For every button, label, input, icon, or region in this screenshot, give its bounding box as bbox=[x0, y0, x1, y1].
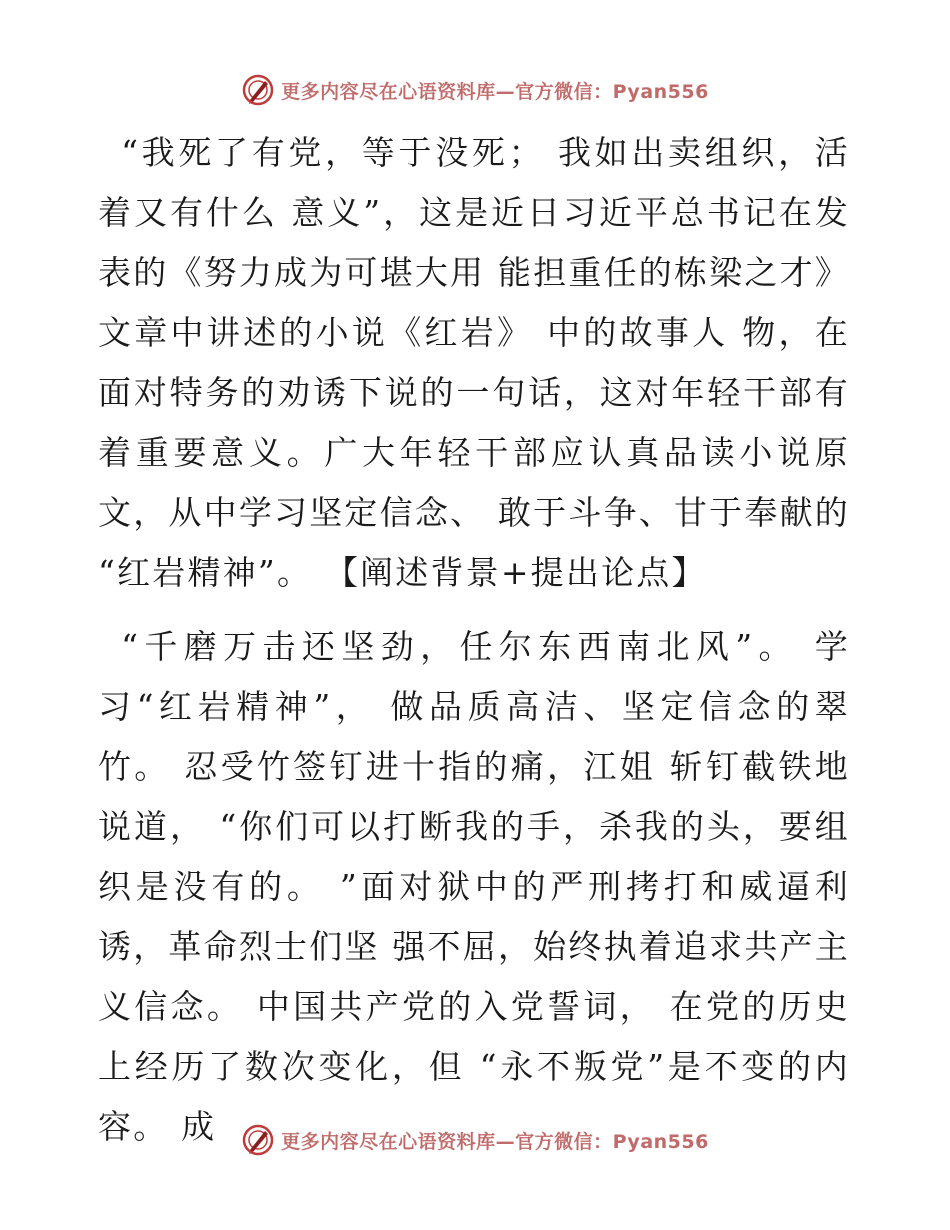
pen-logo-icon bbox=[241, 1123, 275, 1157]
paragraph-2: “千磨万击还坚劲，任尔东西南北风”。 学习“红岩精神”， 做品质高洁、坚定信念的翠竹。 忍受竹签钉进十指的痛，江姐 斩钉截铁地说道， “你们可以打断我的手，杀我的头，要组织是没有的。 ”面对狱中的严刑拷打和威逼利诱，革命烈士们坚 强不屈，始终执着追求共产主义信念。 中国共产党的入党誓词， 在党的历史上经历了数次变化，但 “永不叛党”是不变的内容。 成 bbox=[98, 627, 850, 1146]
document-body bbox=[98, 123, 850, 1157]
footer-banner-text: 更多内容尽在心语资料库—官方微信：Pyan556 bbox=[281, 1130, 709, 1153]
pen-logo-icon bbox=[241, 73, 275, 107]
header-banner-text: 更多内容尽在心语资料库—官方微信：Pyan556 bbox=[281, 80, 709, 103]
header-banner bbox=[0, 70, 950, 110]
paragraph-1: “我死了有党，等于没死； 我如出卖组织，活着又有什么 意义”，这是近日习近平总书记在发表的《努力成为可堪大用 能担重任的栋梁之才》 文章中讲述的小说《红岩》 中的故事人 物，在面对特务的劝诱下说的一句话，这对年轻干部有着重要意义。广大年轻干部应认真品读小说原文，从中学习坚定信念、 敢于斗争、甘于奉献的 “红岩精神”。 【阐述背景+提出论点】 bbox=[98, 133, 850, 592]
footer-banner bbox=[0, 1120, 950, 1160]
